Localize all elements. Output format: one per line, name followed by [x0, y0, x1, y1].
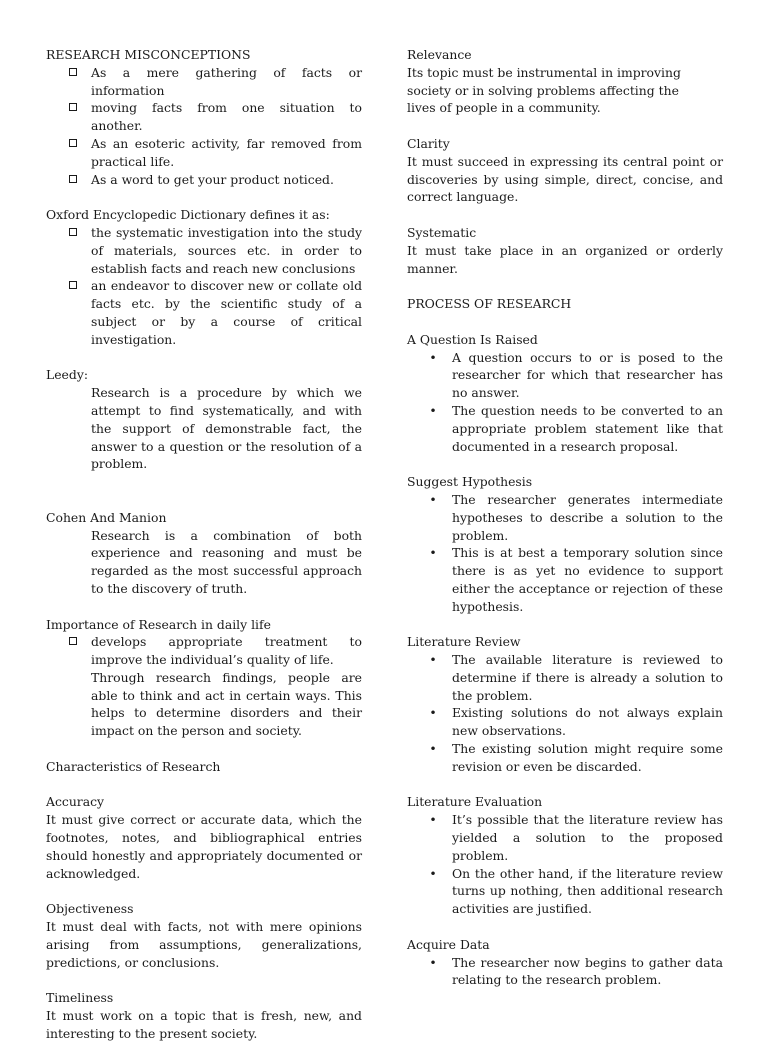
list-item: As an esoteric activity, far removed from practical life.: [46, 135, 362, 171]
bullet-icon: •: [429, 545, 437, 561]
list-item: • The researcher now begins to gather data relating to the research problem.: [429, 954, 723, 988]
process-step-bullets: [407, 954, 723, 990]
checkbox-square-icon: [69, 68, 77, 76]
checkbox-square-icon: [69, 637, 77, 645]
list-item: • This is at best a temporary solution since there is as yet no evidence to support either the acceptance or rejection of these hypothesis.: [429, 545, 723, 614]
list-item: • On the other hand, if the literature review turns up nothing, then additional research activities are justified.: [429, 865, 723, 917]
process-heading: PROCESS OF RESEARCH: [407, 296, 572, 312]
list-item: • The question needs to be converted to an appropriate problem statement like that documented in a research proposal.: [429, 402, 723, 454]
importance-list: [46, 633, 362, 669]
accuracy-title: Accuracy: [46, 794, 105, 810]
importance-followup: Through research findings, people are able to think and act in certain ways. This helps to determine disorders and their impact on the person and society.: [91, 669, 362, 739]
list-item: • The researcher generates intermediate hypotheses to describe a solution to the problem.: [429, 491, 723, 543]
objectiveness-title: Objectiveness: [46, 901, 134, 917]
checkbox-square-icon: [69, 103, 77, 111]
process-step-bullets: [407, 491, 723, 616]
checkbox-square-icon: [69, 139, 77, 147]
characteristics-heading: Characteristics of Research: [46, 758, 221, 774]
bullet-icon: •: [429, 705, 437, 721]
cohen-definition: Research is a combination of both experience and reasoning and must be regarded as the most successful approach to the discovery of truth.: [91, 527, 362, 596]
leedy-definition: Research is a procedure by which we attempt to find systematically, and with the support of demonstrable fact, the answer to a question or the resolution of a problem.: [91, 385, 362, 472]
process-step-title: A Question Is Raised: [407, 331, 538, 347]
systematic-text: It must take place in an organized or orderly manner.: [407, 242, 723, 276]
systematic-title: Systematic: [407, 224, 477, 240]
bullet-icon: •: [429, 812, 437, 828]
list-item: As a word to get your product noticed.: [46, 171, 362, 189]
relevance-text-line1: Its topic must be instrumental in improving society or in solving problems affecting the: [407, 64, 681, 98]
bullet-icon: •: [429, 491, 437, 507]
misconceptions-heading: RESEARCH MISCONCEPTIONS: [46, 47, 251, 62]
checkbox-square-icon: [69, 281, 77, 289]
list-item: develops appropriate treatment to improve the individual’s quality of life.: [46, 633, 362, 669]
left-column: [46, 46, 362, 1043]
objectiveness-text: It must deal with facts, not with mere opinions arising from assumptions, generalizations, predictions, or conclusions.: [46, 919, 362, 970]
timeliness-text: It must work on a topic that is fresh, new, and interesting to the present society.: [46, 1008, 362, 1041]
process-step-title: Suggest Hypothesis: [407, 474, 533, 490]
relevance-text-line2: lives of people in a community.: [407, 100, 601, 116]
list-item: • A question occurs to or is posed to the researcher for which that researcher has no answer.: [429, 349, 723, 401]
process-step-title: Acquire Data: [407, 936, 490, 952]
oxford-heading: Oxford Encyclopedic Dictionary defines it as:: [46, 207, 330, 223]
bullet-icon: •: [429, 741, 437, 757]
right-column: [407, 46, 723, 989]
bullet-icon: •: [429, 402, 437, 418]
bullet-icon: •: [429, 652, 437, 668]
accuracy-text: It must give correct or accurate data, which the footnotes, notes, and bibliographical entries should honestly and appropriately documented or acknowledged.: [46, 812, 362, 881]
list-item: an endeavor to discover new or collate old facts etc. by the scientific study of a subject or by a course of critical investigation.: [46, 277, 362, 348]
list-item: As a mere gathering of facts or information: [46, 64, 362, 100]
bullet-icon: •: [429, 349, 437, 365]
cohen-heading: Cohen And Manion: [46, 509, 167, 525]
list-item: • The available literature is reviewed to determine if there is already a solution to the problem.: [429, 652, 723, 703]
list-item: moving facts from one situation to another.: [46, 99, 362, 135]
clarity-text: It must succeed in expressing its central point or discoveries by using simple, direct, concise, and correct language.: [407, 153, 723, 205]
list-item: • Existing solutions do not always explain new observations.: [429, 705, 723, 739]
process-step-title: Literature Evaluation: [407, 794, 543, 810]
list-item: • It’s possible that the literature review has yielded a solution to the proposed problem.: [429, 812, 723, 863]
timeliness-title: Timeliness: [46, 990, 114, 1006]
list-item: • The existing solution might require some revision or even be discarded.: [429, 741, 723, 774]
process-step-title: Literature Review: [407, 634, 521, 650]
checkbox-square-icon: [69, 228, 77, 236]
leedy-heading: Leedy:: [46, 367, 88, 383]
importance-heading: Importance of Research in daily life: [46, 616, 271, 632]
misconceptions-list: [46, 64, 362, 189]
clarity-title: Clarity: [407, 135, 450, 151]
process-step-bullets: [407, 651, 723, 776]
list-item: the systematic investigation into the study of materials, sources etc. in order to establish facts and reach new conclusions: [46, 224, 362, 277]
process-step-bullets: [407, 349, 723, 456]
bullet-icon: •: [429, 865, 437, 881]
bullet-icon: •: [429, 954, 437, 970]
checkbox-square-icon: [69, 175, 77, 183]
process-step-bullets: [407, 811, 723, 918]
relevance-title: Relevance: [407, 47, 472, 62]
oxford-list: [46, 224, 362, 349]
